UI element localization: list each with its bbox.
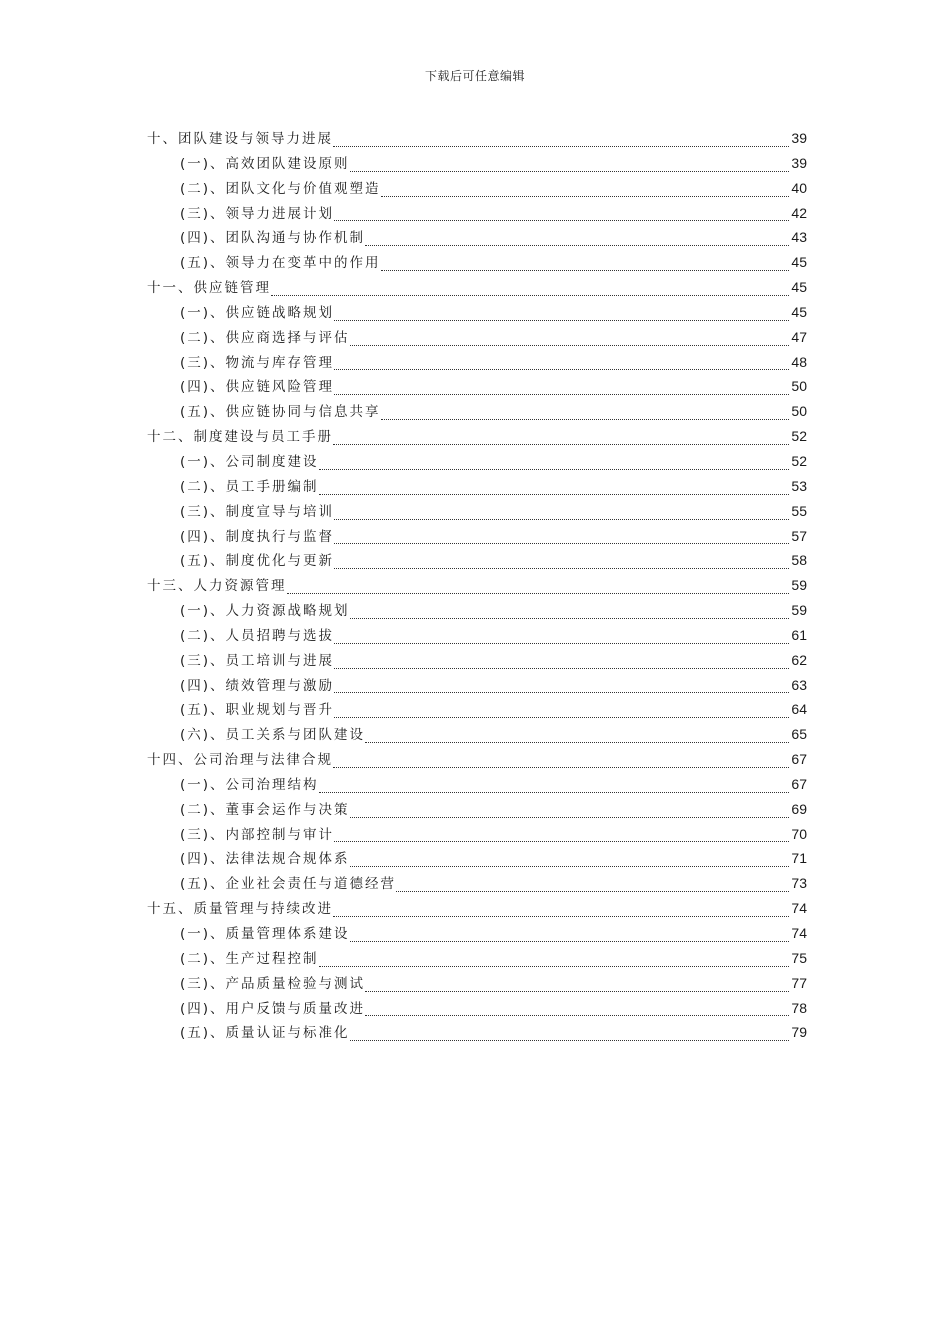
toc-section-entry[interactable] [147, 325, 807, 350]
toc-dot-leader [350, 866, 790, 867]
toc-entry-title: (三)、产品质量检验与测试 [180, 975, 366, 992]
toc-section-entry[interactable] [147, 250, 807, 275]
toc-page-number: 47 [791, 328, 807, 345]
toc-section-entry[interactable] [147, 499, 807, 524]
toc-entry-title: (三)、制度宣导与培训 [180, 503, 335, 520]
toc-page-number: 67 [791, 775, 807, 792]
toc-dot-leader [381, 270, 790, 271]
toc-chapter-entry[interactable] [147, 424, 807, 449]
toc-dot-leader [287, 593, 790, 594]
toc-page-number: 43 [791, 229, 807, 246]
toc-dot-leader [334, 568, 789, 569]
toc-section-entry[interactable] [147, 176, 807, 201]
toc-page-number: 59 [791, 577, 807, 594]
toc-section-entry[interactable] [147, 399, 807, 424]
toc-page-number: 64 [791, 701, 807, 718]
toc-page-number: 52 [791, 428, 807, 445]
toc-chapter-entry[interactable] [147, 573, 807, 598]
toc-section-entry[interactable] [147, 971, 807, 996]
toc-chapter-entry[interactable] [147, 275, 807, 300]
toc-entry-title: 十四、公司治理与法律合规 [147, 752, 333, 769]
toc-entry-title: (一)、高效团队建设原则 [180, 155, 350, 172]
toc-section-entry[interactable] [147, 722, 807, 747]
toc-dot-leader [350, 817, 790, 818]
toc-entry-title: (二)、生产过程控制 [180, 950, 319, 967]
toc-page-number: 57 [791, 527, 807, 544]
toc-dot-leader [365, 742, 789, 743]
toc-page-number: 59 [791, 602, 807, 619]
toc-entry-title: (四)、用户反馈与质量改进 [180, 1000, 366, 1017]
toc-section-entry[interactable] [147, 697, 807, 722]
toc-dot-leader [333, 444, 789, 445]
toc-page-number: 52 [791, 452, 807, 469]
toc-dot-leader [333, 916, 789, 917]
toc-entry-title: 十五、质量管理与持续改进 [147, 901, 333, 918]
toc-page-number: 73 [791, 875, 807, 892]
toc-dot-leader [319, 792, 790, 793]
toc-section-entry[interactable] [147, 797, 807, 822]
toc-page-number: 67 [791, 751, 807, 768]
toc-section-entry[interactable] [147, 201, 807, 226]
toc-entry-title: (四)、绩效管理与激励 [180, 677, 335, 694]
toc-entry-title: (五)、供应链协同与信息共享 [180, 404, 381, 421]
toc-chapter-entry[interactable] [147, 747, 807, 772]
toc-page-number: 75 [791, 949, 807, 966]
toc-page-number: 50 [791, 378, 807, 395]
toc-dot-leader [333, 767, 789, 768]
toc-dot-leader [365, 1015, 789, 1016]
toc-section-entry[interactable] [147, 524, 807, 549]
toc-page-number: 62 [791, 651, 807, 668]
toc-dot-leader [334, 519, 789, 520]
toc-section-entry[interactable] [147, 225, 807, 250]
toc-chapter-entry[interactable] [147, 896, 807, 921]
toc-dot-leader [319, 494, 790, 495]
toc-page-number: 71 [791, 850, 807, 867]
toc-chapter-entry[interactable] [147, 126, 807, 151]
toc-entry-title: (五)、领导力在变革中的作用 [180, 255, 381, 272]
toc-section-entry[interactable] [147, 350, 807, 375]
toc-page-number: 70 [791, 825, 807, 842]
toc-entry-title: (五)、职业规划与晋升 [180, 702, 335, 719]
toc-section-entry[interactable] [147, 946, 807, 971]
toc-section-entry[interactable] [147, 449, 807, 474]
toc-page-number: 45 [791, 279, 807, 296]
toc-section-entry[interactable] [147, 772, 807, 797]
toc-page-number: 45 [791, 254, 807, 271]
toc-entry-title: (四)、团队沟通与协作机制 [180, 230, 366, 247]
toc-entry-title: (二)、团队文化与价值观塑造 [180, 180, 381, 197]
toc-entry-title: (二)、供应商选择与评估 [180, 329, 350, 346]
toc-entry-title: (一)、人力资源战略规划 [180, 603, 350, 620]
toc-entry-title: 十二、制度建设与员工手册 [147, 429, 333, 446]
toc-section-entry[interactable] [147, 648, 807, 673]
toc-dot-leader [334, 369, 789, 370]
toc-dot-leader [334, 668, 789, 669]
toc-section-entry[interactable] [147, 598, 807, 623]
toc-dot-leader [319, 966, 790, 967]
toc-entry-title: 十、团队建设与领导力进展 [147, 131, 333, 147]
toc-entry-title: (三)、员工培训与进展 [180, 652, 335, 669]
toc-section-entry[interactable] [147, 1020, 807, 1045]
toc-dot-leader [333, 146, 789, 147]
toc-entry-title: (二)、人员招聘与选拔 [180, 627, 335, 644]
toc-entry-title: (四)、制度执行与监督 [180, 528, 335, 545]
toc-dot-leader [334, 543, 789, 544]
toc-entry-title: (一)、公司制度建设 [180, 453, 319, 470]
toc-page-number: 42 [791, 204, 807, 221]
toc-entry-title: 十一、供应链管理 [147, 280, 271, 297]
toc-dot-leader [319, 469, 790, 470]
toc-entry-title: (一)、供应链战略规划 [180, 304, 335, 321]
toc-page-number: 55 [791, 502, 807, 519]
toc-dot-leader [381, 419, 790, 420]
toc-dot-leader [365, 245, 789, 246]
toc-section-entry[interactable] [147, 474, 807, 499]
toc-page-number: 65 [791, 726, 807, 743]
toc-page-number: 40 [791, 179, 807, 196]
page-header: 下载后可任意编辑 [424, 69, 525, 83]
toc-entry-title: (二)、员工手册编制 [180, 478, 319, 495]
toc-section-entry[interactable] [147, 846, 807, 871]
toc-section-entry[interactable] [147, 151, 807, 176]
toc-entry-title: (四)、供应链风险管理 [180, 379, 335, 396]
toc-section-entry[interactable] [147, 374, 807, 399]
toc-dot-leader [381, 196, 790, 197]
toc-section-entry[interactable] [147, 300, 807, 325]
toc-page-number: 69 [791, 800, 807, 817]
toc-dot-leader [334, 220, 789, 221]
toc-page-number: 78 [791, 999, 807, 1016]
toc-dot-leader [350, 941, 790, 942]
toc-dot-leader [350, 618, 790, 619]
toc-page-number: 39 [791, 130, 807, 146]
toc-entry-title: (三)、物流与库存管理 [180, 354, 335, 371]
toc-section-entry[interactable] [147, 822, 807, 847]
toc-section-entry[interactable] [147, 673, 807, 698]
toc-section-entry[interactable] [147, 548, 807, 573]
toc-page-number: 53 [791, 477, 807, 494]
toc-page-number: 58 [791, 552, 807, 569]
toc-page-number: 77 [791, 974, 807, 991]
toc-dot-leader [334, 394, 789, 395]
toc-entry-title: (五)、企业社会责任与道德经营 [180, 876, 397, 893]
toc-entry-title: (六)、员工关系与团队建设 [180, 727, 366, 744]
toc-entry-title: (一)、公司治理结构 [180, 776, 319, 793]
toc-entry-title: 十三、人力资源管理 [147, 578, 287, 595]
toc-dot-leader [334, 320, 789, 321]
toc-page-number: 39 [791, 154, 807, 171]
toc-page-number: 74 [791, 900, 807, 917]
toc-dot-leader [334, 717, 789, 718]
toc-dot-leader [350, 1040, 790, 1041]
toc-page-number: 50 [791, 403, 807, 420]
toc-entry-title: (二)、董事会运作与决策 [180, 801, 350, 818]
toc-dot-leader [350, 171, 790, 172]
toc-section-entry[interactable] [147, 623, 807, 648]
toc-dot-leader [396, 891, 789, 892]
toc-dot-leader [271, 295, 789, 296]
toc-entry-title: (一)、质量管理体系建设 [180, 926, 350, 942]
toc-entry-title: (三)、内部控制与审计 [180, 826, 335, 843]
toc-dot-leader [334, 643, 789, 644]
toc-entry-title: (四)、法律法规合规体系 [180, 851, 350, 868]
toc-entry-title: (五)、制度优化与更新 [180, 553, 335, 570]
toc-entry-title: (五)、质量认证与标准化 [180, 1025, 350, 1042]
table-of-contents [147, 126, 807, 1045]
toc-page-number: 74 [791, 925, 807, 941]
toc-dot-leader [334, 841, 789, 842]
toc-page-number: 63 [791, 676, 807, 693]
toc-page-number: 79 [791, 1024, 807, 1041]
toc-dot-leader [365, 991, 789, 992]
toc-section-entry[interactable] [147, 871, 807, 896]
toc-dot-leader [334, 692, 789, 693]
toc-entry-title: (三)、领导力进展计划 [180, 205, 335, 222]
toc-page-number: 45 [791, 303, 807, 320]
toc-page-number: 61 [791, 626, 807, 643]
toc-section-entry[interactable] [147, 921, 807, 946]
toc-section-entry[interactable] [147, 996, 807, 1021]
toc-dot-leader [350, 345, 790, 346]
toc-page-number: 48 [791, 353, 807, 370]
